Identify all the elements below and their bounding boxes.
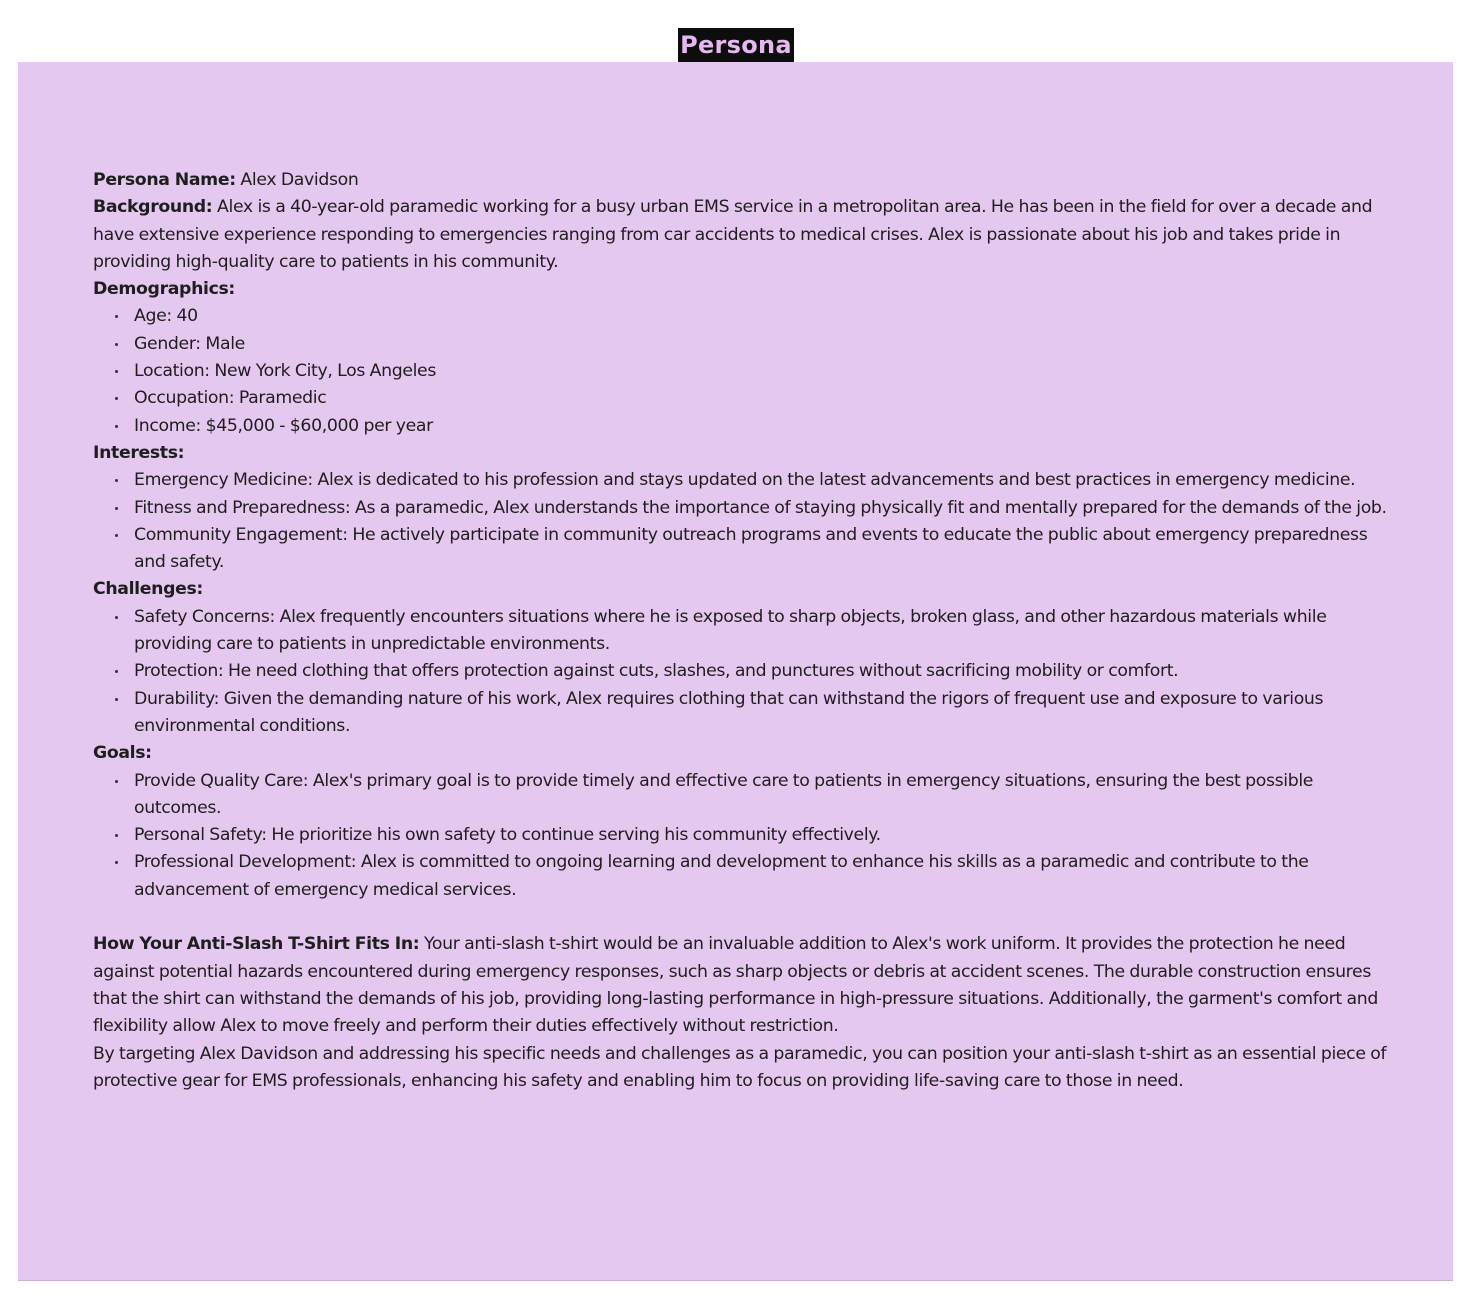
list-item: Community Engagement: He actively participate in community outreach programs and events to educate the public about emergency preparedness and safety. [134, 522, 1393, 577]
persona-content [93, 167, 1393, 1095]
list-item: Protection: He need clothing that offers protection against cuts, slashes, and punctures without sacrificing mobility or comfort. [134, 658, 1393, 685]
list-item: Age: 40 [134, 303, 1393, 330]
persona-panel [18, 62, 1453, 1281]
fit-label: How Your Anti-Slash T-Shirt Fits In: [93, 934, 420, 955]
interests-heading: Interests: [93, 442, 185, 463]
background-text: Alex is a 40-year-old paramedic working for a busy urban EMS service in a metropolitan area. He has been in the field for over a decade and have extensive experience responding to emergencies ranging from car accidents to medical crises. Alex is passionate about his job and takes pride in providing high-quality care to patients in his community. [93, 197, 1373, 272]
title-container [0, 28, 1472, 62]
challenges-heading: Challenges: [93, 579, 203, 600]
background-label: Background: [93, 197, 213, 218]
goals-list [93, 768, 1393, 904]
list-item: Durability: Given the demanding nature of his work, Alex requires clothing that can withstand the rigors of frequent use and exposure to various environmental conditions. [134, 686, 1393, 741]
fit-paragraph [93, 931, 1393, 1040]
page-title: Persona [678, 28, 794, 62]
list-item: Provide Quality Care: Alex's primary goal is to provide timely and effective care to patients in emergency situations, ensuring the best possible outcomes. [134, 768, 1393, 823]
list-item: Personal Safety: He prioritize his own safety to continue serving his community effectively. [134, 822, 1393, 849]
background-paragraph [93, 194, 1393, 276]
conclusion-paragraph: By targeting Alex Davidson and addressing his specific needs and challenges as a paramedic, you can position your anti-slash t-shirt as an essential piece of protective gear for EMS professionals, enhancing his safety and enabling him to focus on providing life-saving care to those in need. [93, 1043, 1387, 1091]
persona-name-value: Alex Davidson [240, 170, 359, 190]
list-item: Location: New York City, Los Angeles [134, 358, 1393, 385]
challenges-list [93, 604, 1393, 740]
persona-name-label: Persona Name: [93, 170, 236, 190]
list-item: Safety Concerns: Alex frequently encounters situations where he is exposed to sharp objects, broken glass, and other hazardous materials while providing care to patients in unpredictable environments. [134, 604, 1393, 659]
section-spacer [93, 904, 1393, 931]
interests-list [93, 467, 1393, 576]
goals-heading: Goals: [93, 743, 152, 764]
list-item: Income: $45,000 - $60,000 per year [134, 413, 1393, 440]
list-item: Emergency Medicine: Alex is dedicated to his profession and stays updated on the latest advancements and best practices in emergency medicine. [134, 467, 1393, 494]
demographics-heading: Demographics: [93, 279, 235, 300]
list-item: Occupation: Paramedic [134, 385, 1393, 412]
fit-text: Your anti-slash t-shirt would be an invaluable addition to Alex's work uniform. It provides the protection he need against potential hazards encountered during emergency responses, such as sharp objects or debris at accident scenes. The durable construction ensures that the shirt can withstand the demands of his job, providing long-lasting performance in high-pressure situations. Additionally, the garment's comfort and flexibility allow Alex to move freely and perform their duties effectively without restriction. [93, 934, 1378, 1037]
list-item: Gender: Male [134, 331, 1393, 358]
persona-name-line [93, 167, 1393, 194]
demographics-list [93, 303, 1393, 439]
list-item: Professional Development: Alex is committed to ongoing learning and development to enhance his skills as a paramedic and contribute to the advancement of emergency medical services. [134, 849, 1393, 904]
list-item: Fitness and Preparedness: As a paramedic, Alex understands the importance of staying physically fit and mentally prepared for the demands of the job. [134, 495, 1393, 522]
